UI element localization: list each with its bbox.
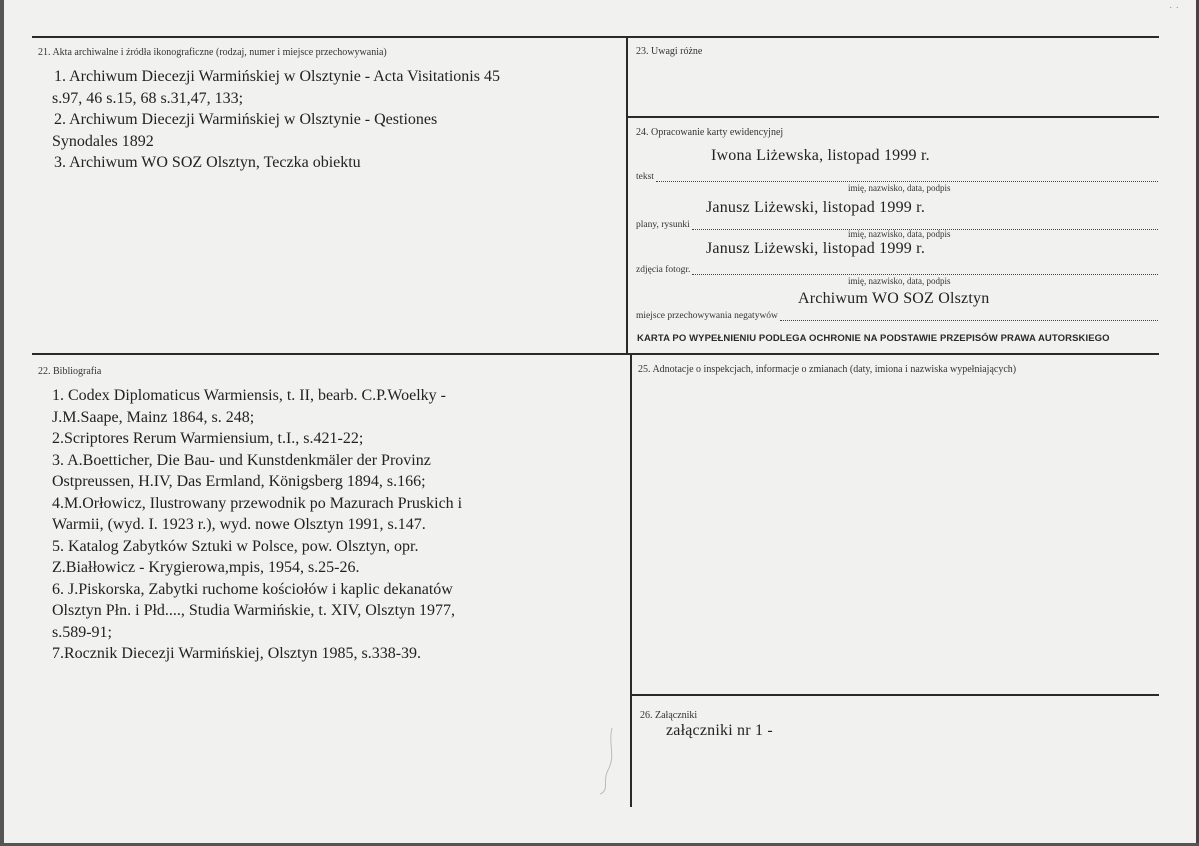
entry: J.M.Saape, Mainz 1864, s. 248;	[52, 408, 255, 426]
entry: 7.Rocznik Diecezji Warmińskiej, Olsztyn 1985, s.338-39.	[52, 645, 422, 662]
entry: Z.Białłowicz - Krygierowa,mpis, 1954, s.25-26.	[52, 559, 360, 576]
entry: 2. Archiwum Diecezji Warmińskiej w Olsztynie - Qestiones	[54, 111, 438, 128]
section-24-label: 24. Opracowanie karty ewidencyjnej	[636, 127, 784, 138]
column-divider-lower	[630, 353, 632, 807]
plany-label: plany, rysunki	[636, 220, 690, 230]
section-25-label: 25. Adnotacje o inspekcjach, informacje o zmianach (daty, imiona i nazwiska wypełniających)	[638, 364, 1017, 375]
section-26-label: 26. Załączniki	[640, 710, 698, 721]
section-22-entries	[52, 385, 462, 665]
zdjecia-label: zdjęcia fotogr.	[636, 265, 691, 275]
plany-caption: imię, nazwisko, data, podpis	[848, 229, 951, 239]
tekst-caption: imię, nazwisko, data, podpis	[848, 183, 951, 193]
section-23-label: 23. Uwagi różne	[636, 46, 703, 57]
section-21-label: 21. Akta archiwalne i źródła ikonograficzne (rodzaj, numer i miejsce przechowywania)	[38, 47, 387, 58]
miejsce-label: miejsce przechowywania negatywów	[636, 311, 778, 321]
divider-25-26	[630, 694, 1159, 696]
dotted-line	[656, 172, 1158, 182]
dotted-line	[692, 265, 1158, 275]
entry: s.589-91;	[52, 623, 112, 641]
miejsce-value: Archiwum WO SOZ Olsztyn	[798, 290, 990, 307]
entry: Warmii, (wyd. I. 1923 r.), wyd. nowe Olsztyn 1991, s.147.	[52, 516, 426, 533]
corner-mark: · ·	[1168, 2, 1179, 14]
entry: s.97, 46 s.15, 68 s.31,47, 133;	[52, 89, 244, 107]
miejsce-row	[636, 311, 1158, 323]
entry: 1. Codex Diplomaticus Warmiensis, t. II, bearb. C.P.Woelky -	[52, 387, 446, 404]
section-22-label: 22. Bibliografia	[38, 366, 102, 377]
entry: 1. Archiwum Diecezji Warmińskiej w Olsztynie - Acta Visitationis 45	[54, 68, 500, 85]
entry: 3. Archiwum WO SOZ Olsztyn, Teczka obiektu	[54, 154, 361, 171]
divider-23-24	[626, 116, 1159, 118]
entry: 4.M.Orłowicz, Ilustrowany przewodnik po Mazurach Pruskich i	[52, 494, 463, 512]
tekst-value: Iwona Liżewska, listopad 1999 r.	[711, 147, 930, 164]
entry: 6. J.Piskorska, Zabytki ruchome kościołów i kaplic dekanatów	[52, 580, 453, 598]
frame-edge-left	[0, 0, 4, 846]
column-divider-upper	[626, 36, 628, 355]
entry: 2.Scriptores Rerum Warmiensium, t.I., s.421-22;	[52, 430, 364, 447]
copyright-notice: KARTA PO WYPEŁNIENIU PODLEGA OCHRONIE NA PODSTAWIE PRZEPISÓW PRAWA AUTORSKIEGO	[637, 333, 1110, 344]
section-21-entries	[54, 66, 500, 174]
plany-value: Janusz Liżewski, listopad 1999 r.	[706, 199, 926, 216]
entry: Ostpreussen, H.IV, Das Ermland, Königsberg 1894, s.166;	[52, 473, 426, 490]
section-26-value: załączniki nr 1 -	[666, 722, 773, 739]
entry: 5. Katalog Zabytków Sztuki w Polsce, pow. Olsztyn, opr.	[52, 537, 419, 555]
zdjecia-caption: imię, nazwisko, data, podpis	[848, 276, 951, 286]
middle-border	[32, 353, 1159, 355]
entry: 3. A.Boetticher, Die Bau- und Kunstdenkmäler der Provinz	[52, 451, 431, 469]
tekst-label: tekst	[636, 172, 654, 182]
dotted-line	[780, 311, 1158, 321]
pencil-mark	[592, 726, 622, 796]
zdjecia-value: Janusz Liżewski, listopad 1999 r.	[706, 240, 926, 257]
top-border	[32, 36, 1159, 38]
entry: Olsztyn Płn. i Płd...., Studia Warmińskie, t. XIV, Olsztyn 1977,	[52, 602, 456, 619]
entry: Synodales 1892	[52, 132, 154, 150]
